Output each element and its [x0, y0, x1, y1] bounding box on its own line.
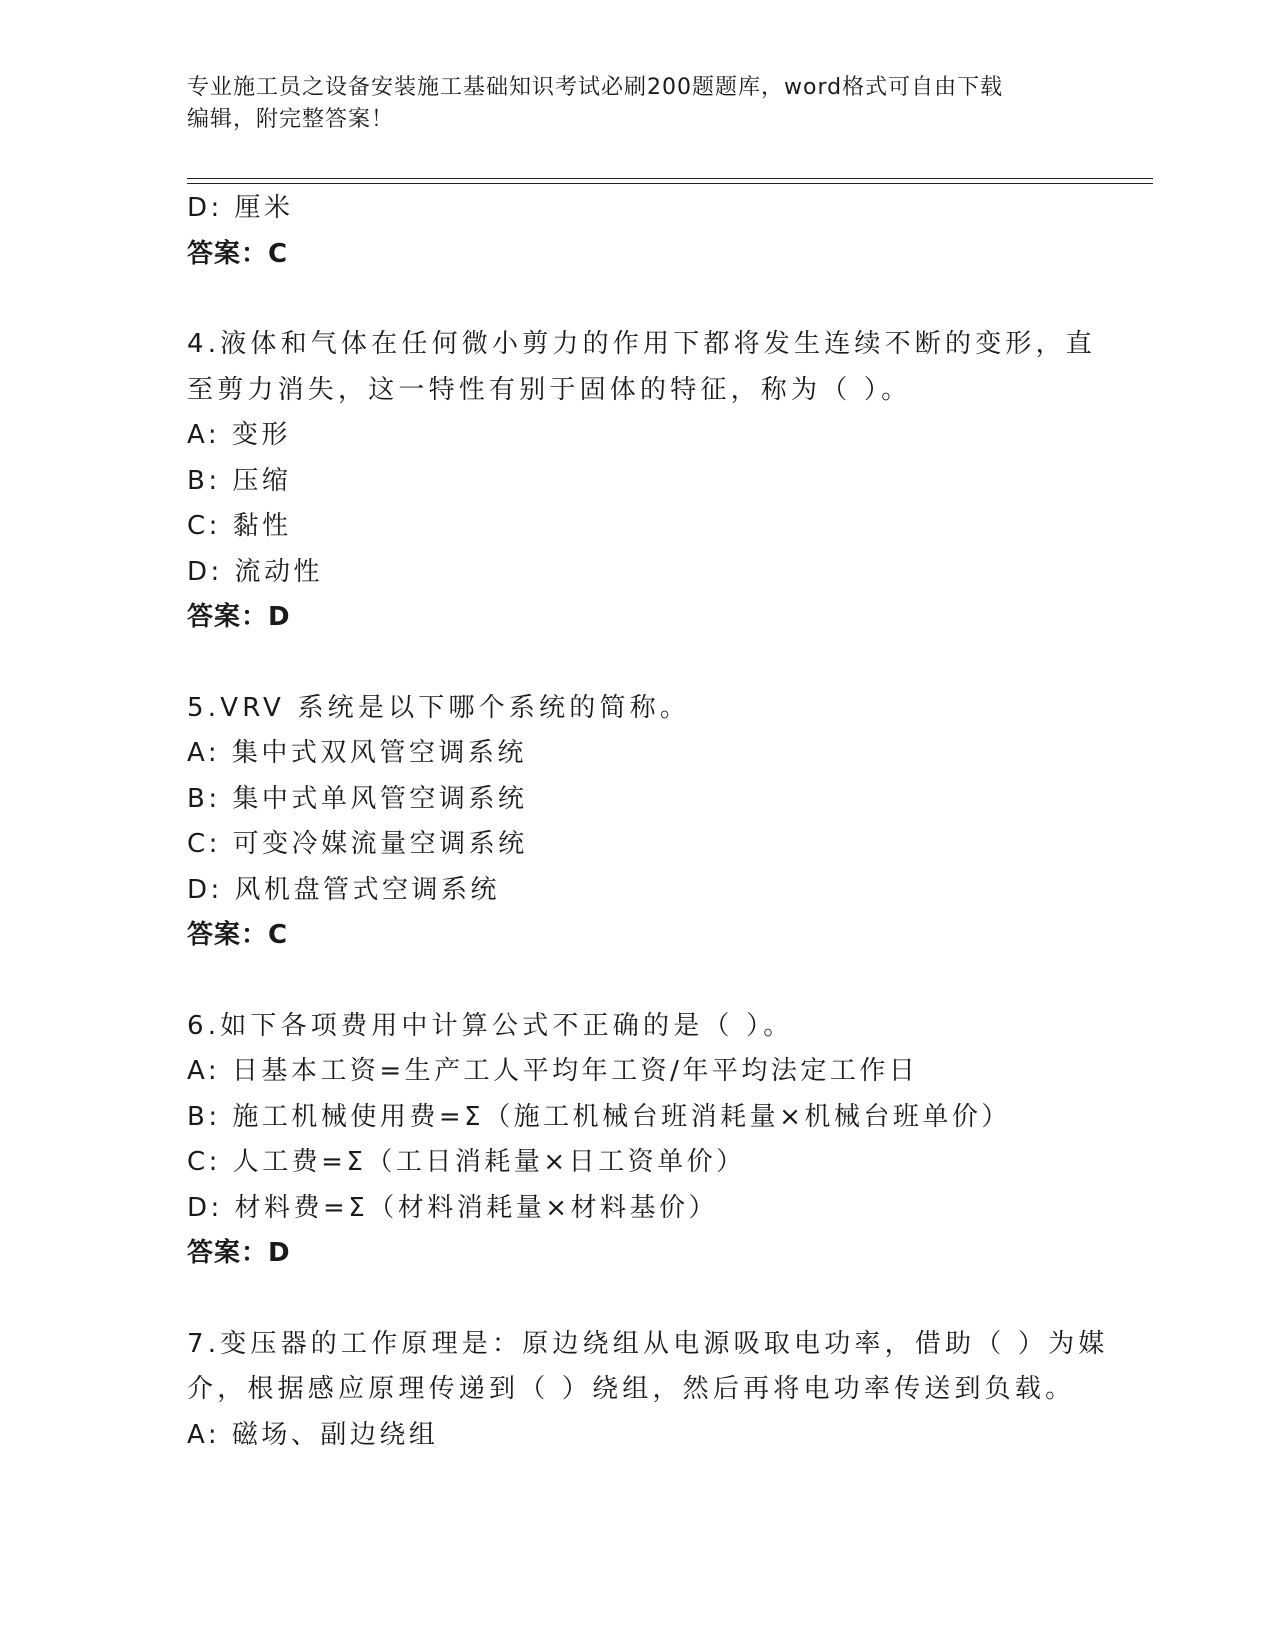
- spacer: [187, 959, 1087, 1004]
- question-4-text-line2: 至剪力消失，这一特性有别于固体的特征，称为（ ）。: [187, 374, 912, 405]
- question-5: [187, 686, 1087, 959]
- question-content: [187, 186, 1109, 1458]
- question-6-text: 6.如下各项费用中计算公式不正确的是（ ）。: [187, 1010, 794, 1041]
- question-4-option-a: A: 变形: [187, 420, 291, 450]
- question-4-text-line1: 4.液体和气体在任何微小剪力的作用下都将发生连续不断的变形，直: [187, 329, 1097, 359]
- header-title-line2: 编辑，附完整答案！: [187, 107, 395, 132]
- prev-option-d: D: 厘米: [187, 193, 294, 223]
- header-title-line1: 专业施工员之设备安装施工基础知识考试必刷200题题库，word格式可自由下载: [187, 75, 1004, 100]
- question-4-option-b: B: 压缩: [187, 465, 292, 496]
- prev-answer: 答案：C: [187, 238, 289, 269]
- question-5-option-a: A: 集中式双风管空调系统: [187, 738, 527, 768]
- question-7-text-line1: 7.变压器的工作原理是：原边绕组从电源吸取电功率，借助（ ）为媒: [187, 1328, 1109, 1359]
- question-6-option-c: C: 人工费=Σ（工日消耗量×日工资单价）: [187, 1147, 746, 1177]
- question-5-option-b: B: 集中式单风管空调系统: [187, 783, 528, 814]
- spacer: [187, 277, 1087, 322]
- header-divider: [187, 178, 1153, 184]
- question-4-option-d: D: 流动性: [187, 556, 324, 587]
- question-4-option-c: C: 黏性: [187, 511, 292, 541]
- question-7-option-a: A: 磁场、副边绕组: [187, 1419, 439, 1450]
- question-5-answer: 答案：C: [187, 920, 289, 950]
- question-6-option-b: B: 施工机械使用费=Σ（施工机械台班消耗量×机械台班单价）: [187, 1101, 1011, 1132]
- question-6-option-a: A: 日基本工资=生产工人平均年工资/年平均法定工作日: [187, 1056, 919, 1086]
- question-5-option-c: C: 可变冷媒流量空调系统: [187, 829, 528, 859]
- spacer: [187, 641, 1087, 686]
- question-6-answer: 答案：D: [187, 1238, 291, 1268]
- question-4: [187, 322, 1097, 641]
- question-7-text-line2: 介，根据感应原理传递到（ ）绕组，然后再将电功率传送到负载。: [187, 1374, 1076, 1404]
- question-4-answer: 答案：D: [187, 602, 291, 632]
- question-6-option-d: D: 材料费=Σ（材料消耗量×材料基价）: [187, 1192, 719, 1223]
- question-6: [187, 1004, 1087, 1277]
- spacer: [187, 1277, 1087, 1322]
- question-5-option-d: D: 风机盘管式空调系统: [187, 874, 501, 905]
- question-5-text: 5.VRV 系统是以下哪个系统的简称。: [187, 692, 691, 723]
- document-header: [187, 72, 1087, 136]
- question-7: [187, 1322, 1109, 1459]
